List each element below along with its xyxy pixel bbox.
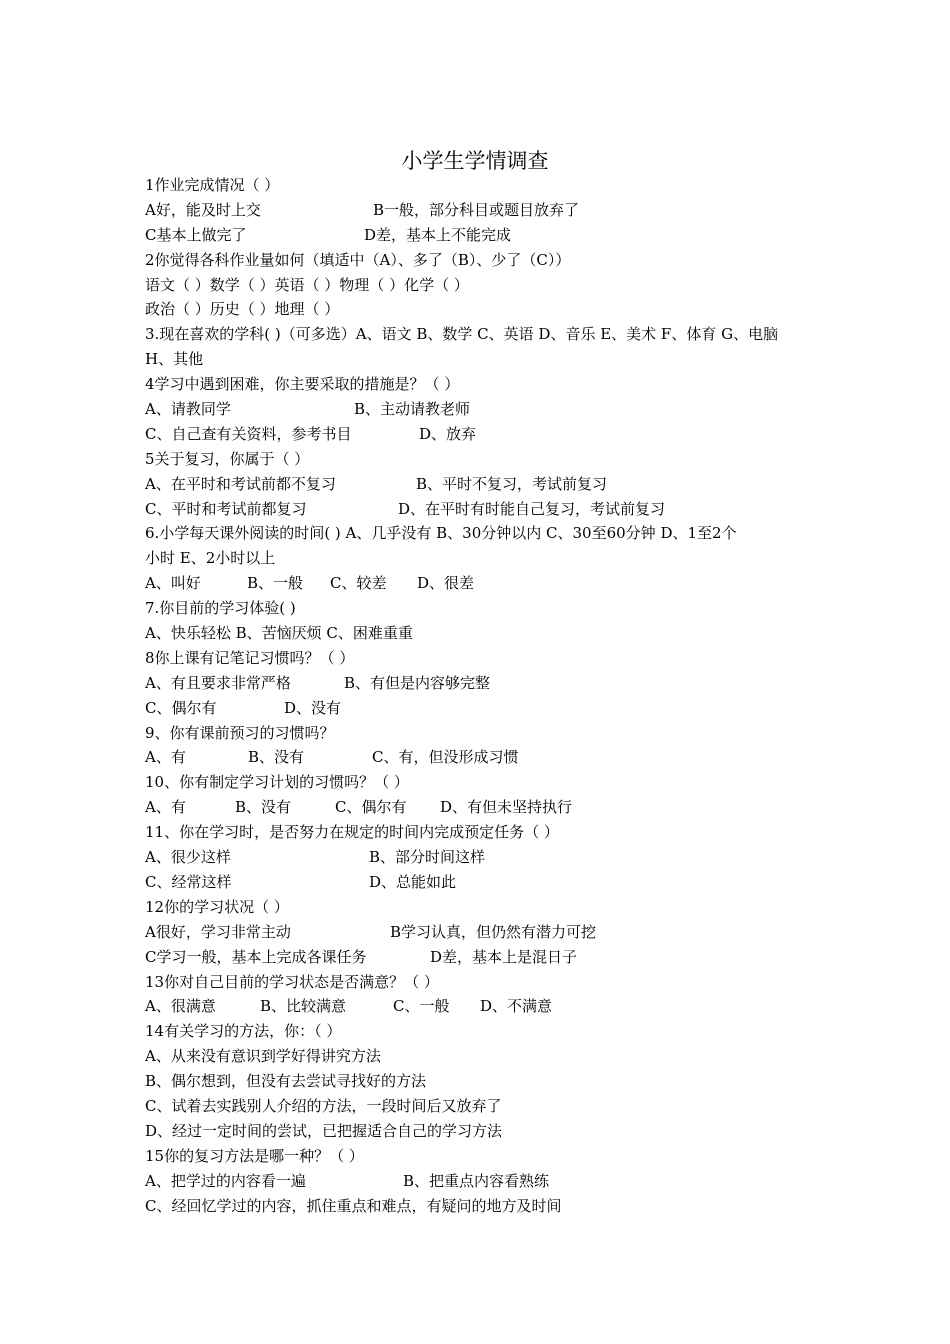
line-text: 3.现在喜欢的学科( )（可多选）A、语文 B、数学 C、英语 D、音乐 E、美术 F、体育 G、电脑 <box>145 325 779 344</box>
line-text: 7.你目前的学习体验( ) <box>145 599 296 618</box>
line-text: 8你上课有记笔记习惯吗？（ ） <box>145 648 355 667</box>
text-line <box>145 994 825 1019</box>
text-line <box>145 795 825 820</box>
text-line <box>145 970 825 995</box>
line-text: 4学习中遇到困难，你主要采取的措施是？（ ） <box>145 375 460 394</box>
text-line <box>145 248 825 273</box>
text-line <box>145 447 825 472</box>
option-text: B、没有 <box>248 748 305 767</box>
text-line <box>145 322 825 347</box>
line-text: A好，能及时上交 <box>145 200 261 219</box>
text-line <box>145 1144 825 1169</box>
line-text: A、很少这样 <box>145 848 231 867</box>
text-line <box>145 173 825 198</box>
option-text: D、在平时有时能自己复习，考试前复习 <box>398 499 666 518</box>
line-text: C基本上做完了 <box>145 225 247 244</box>
text-line <box>145 1169 825 1194</box>
option-text: D、很差 <box>417 574 475 593</box>
line-text: 9、你有课前预习的习惯吗？ <box>145 723 335 742</box>
line-text: C学习一般，基本上完成各课任务 <box>145 947 367 966</box>
line-text: 小时 E、2小时以上 <box>145 549 276 568</box>
line-text: D、经过一定时间的尝试，已把握适合自己的学习方法 <box>145 1121 503 1140</box>
option-text: C、较差 <box>330 574 387 593</box>
line-text: C、自己查有关资料，参考书目 <box>145 424 352 443</box>
option-text: B、比较满意 <box>260 997 347 1016</box>
line-text: A、在平时和考试前都不复习 <box>145 474 336 493</box>
option-text: B、没有 <box>235 798 292 817</box>
text-line <box>145 870 825 895</box>
option-text: B、主动请教老师 <box>354 400 471 419</box>
line-text: 1作业完成情况（ ） <box>145 176 280 194</box>
text-line <box>145 945 825 970</box>
line-text: 2你觉得各科作业量如何（填适中（A）、多了（B）、少了（C）） <box>145 250 571 269</box>
line-text: A、有 <box>145 748 186 767</box>
line-text: 12你的学习状况（ ） <box>145 897 289 916</box>
line-text: A、把学过的内容看一遍 <box>145 1171 306 1190</box>
option-text: B、一般 <box>247 574 304 593</box>
text-line <box>145 920 825 945</box>
option-text: D、不满意 <box>480 997 553 1016</box>
line-text: 14有关学习的方法，你：（ ） <box>145 1022 342 1041</box>
text-line <box>145 297 825 322</box>
text-line <box>145 621 825 646</box>
document-body <box>145 173 825 1218</box>
option-text: B一般，部分科目或题目放弃了 <box>373 200 580 219</box>
option-text: B、平时不复习，考试前复习 <box>416 474 608 493</box>
line-text: A、有 <box>145 798 186 817</box>
option-text: C、有，但没形成习惯 <box>372 748 519 767</box>
option-text: C、一般 <box>393 997 450 1016</box>
text-line <box>145 845 825 870</box>
line-text: C、经回忆学过的内容，抓住重点和难点，有疑问的地方及时间 <box>145 1196 562 1215</box>
line-text: A、叫好 <box>145 574 201 593</box>
line-text: A、从来没有意识到学好得讲究方法 <box>145 1047 381 1066</box>
text-line <box>145 198 825 223</box>
text-line <box>145 273 825 298</box>
line-text: A、请教同学 <box>145 400 231 419</box>
text-line <box>145 571 825 596</box>
option-text: B、部分时间这样 <box>369 848 486 867</box>
line-text: 5关于复习，你属于（ ） <box>145 449 310 468</box>
text-line <box>145 1019 825 1044</box>
option-text: D、没有 <box>284 698 342 717</box>
line-text: A、有且要求非常严格 <box>145 673 291 692</box>
option-text: D、有但未坚持执行 <box>440 798 573 817</box>
option-text: D差，基本上不能完成 <box>364 225 512 244</box>
text-line <box>145 372 825 397</box>
line-text: 10、你有制定学习计划的习惯吗？（ ） <box>145 773 409 792</box>
text-line <box>145 1119 825 1144</box>
line-text: 语文（ ）数学（ ）英语（ ）物理（ ）化学（ ） <box>145 275 469 294</box>
text-line <box>145 347 825 372</box>
line-text: C、经常这样 <box>145 872 232 891</box>
option-text: B、把重点内容看熟练 <box>403 1171 550 1190</box>
text-line <box>145 223 825 248</box>
text-line <box>145 895 825 920</box>
option-text: B学习认真，但仍然有潜力可挖 <box>390 922 597 941</box>
text-line <box>145 820 825 845</box>
text-line <box>145 770 825 795</box>
text-line <box>145 1194 825 1219</box>
line-text: 6.小学每天课外阅读的时间( ) A、几乎没有 B、30分钟以内 C、30至60分钟 D、1至2个 <box>145 524 737 543</box>
text-line <box>145 745 825 770</box>
text-line <box>145 1069 825 1094</box>
option-text: D、放弃 <box>419 424 477 443</box>
line-text: A、快乐轻松 B、苦恼厌烦 C、困难重重 <box>145 624 413 643</box>
line-text: C、平时和考试前都复习 <box>145 499 307 518</box>
text-line <box>145 1094 825 1119</box>
text-line <box>145 646 825 671</box>
line-text: B、偶尔想到，但没有去尝试寻找好的方法 <box>145 1072 427 1091</box>
line-text: 11、你在学习时，是否努力在规定的时间内完成预定任务（ ） <box>145 823 559 842</box>
text-line <box>145 521 825 546</box>
text-line <box>145 472 825 497</box>
text-line <box>145 671 825 696</box>
option-text: D、总能如此 <box>369 872 457 891</box>
line-text: 13你对自己目前的学习状态是否满意？（ ） <box>145 972 439 991</box>
text-line <box>145 497 825 522</box>
option-text: D差，基本上是混日子 <box>430 947 578 966</box>
text-line <box>145 422 825 447</box>
text-line <box>145 596 825 621</box>
option-text: B、有但是内容够完整 <box>344 673 491 692</box>
line-text: C、偶尔有 <box>145 698 217 717</box>
text-line <box>145 1044 825 1069</box>
line-text: H、其他 <box>145 350 204 369</box>
text-line <box>145 721 825 746</box>
line-text: A、很满意 <box>145 997 216 1016</box>
line-text: C、试着去实践别人介绍的方法，一段时间后又放弃了 <box>145 1096 502 1115</box>
line-text: 15你的复习方法是哪一种？（ ） <box>145 1146 364 1165</box>
text-line <box>145 696 825 721</box>
text-line <box>145 397 825 422</box>
text-line <box>145 546 825 571</box>
line-text: A很好，学习非常主动 <box>145 922 291 941</box>
line-text: 政治（ ）历史（ ）地理（ ） <box>145 300 340 319</box>
page-title: 小学生学情调查 <box>401 149 549 173</box>
option-text: C、偶尔有 <box>335 798 407 817</box>
